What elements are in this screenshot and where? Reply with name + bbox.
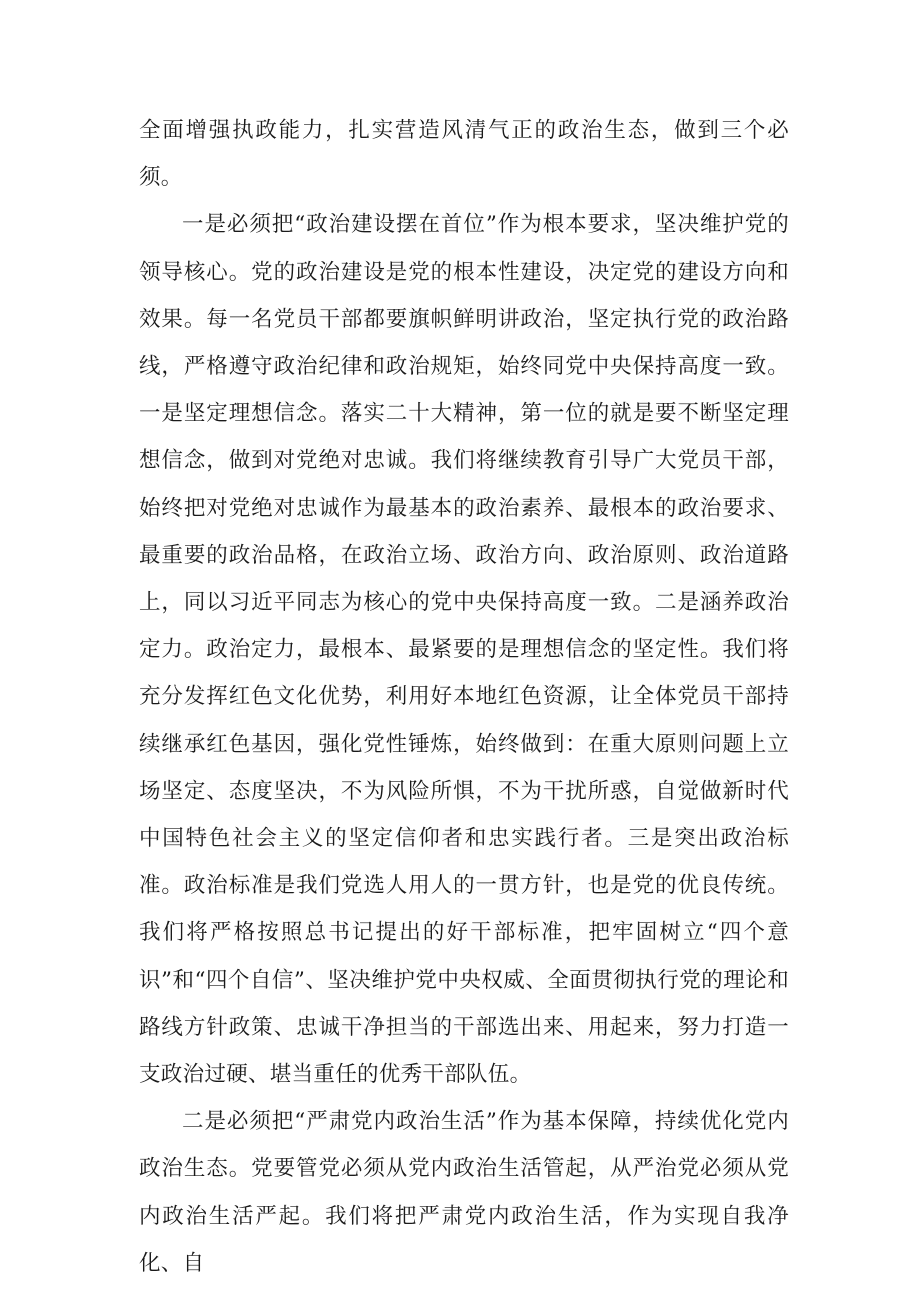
paragraph-political-construction: 一是必须把“政治建设摆在首位”作为根本要求，坚决维护党的领导核心。党的政治建设是党的根本性建设，决定党的建设方向和效果。每一名党员干部都要旗帜鲜明讲政治，坚定执行党的政治路线，严格遵守政治纪律和政治规矩，始终同党中央保持高度一致。一是坚定理想信念。落实二十大精神，第一位的就是要不断坚定理想信念，做到对党绝对忠诚。我们将继续教育引导广大党员干部，始终把对党绝对忠诚作为最基本的政治素养、最根本的政治要求、最重要的政治品格，在政治立场、政治方向、政治原则、政治道路上，同以习近平同志为核心的党中央保持高度一致。二是涵养政治定力。政治定力，最根本、最紧要的是理想信念的坚定性。我们将充分发挥红色文化优势，利用好本地红色资源，让全体党员干部持续继承红色基因，强化党性锤炼，始终做到：在重大原则问题上立场坚定、态度坚决，不为风险所惧，不为干扰所惑，自觉做新时代中国特色社会主义的坚定信仰者和忠实践行者。三是突出政治标准。政治标准是我们党选人用人的一贯方针，也是党的优良传统。我们将严格按照总书记提出的好干部标准，把牢固树立“四个意识”和“四个自信”、坚决维护党中央权威、全面贯彻执行党的理论和路线方针政策、忠诚干净担当的干部选出来、用起来，努力打造一支政治过硬、堪当重任的优秀干部队伍。	[139, 212, 789, 1088]
paragraph-party-political-life: 二是必须把“严肃党内政治生活”作为基本保障，持续优化党内政治生态。党要管党必须从党内政治生活管起，从严治党必须从党内政治生活严起。我们将把严肃党内政治生活，作为实现自我净化、自	[139, 1109, 789, 1276]
paragraph-continuation: 全面增强执政能力，扎实营造风清气正的政治生态，做到三个必须。	[139, 118, 789, 191]
document-body	[139, 107, 789, 1287]
